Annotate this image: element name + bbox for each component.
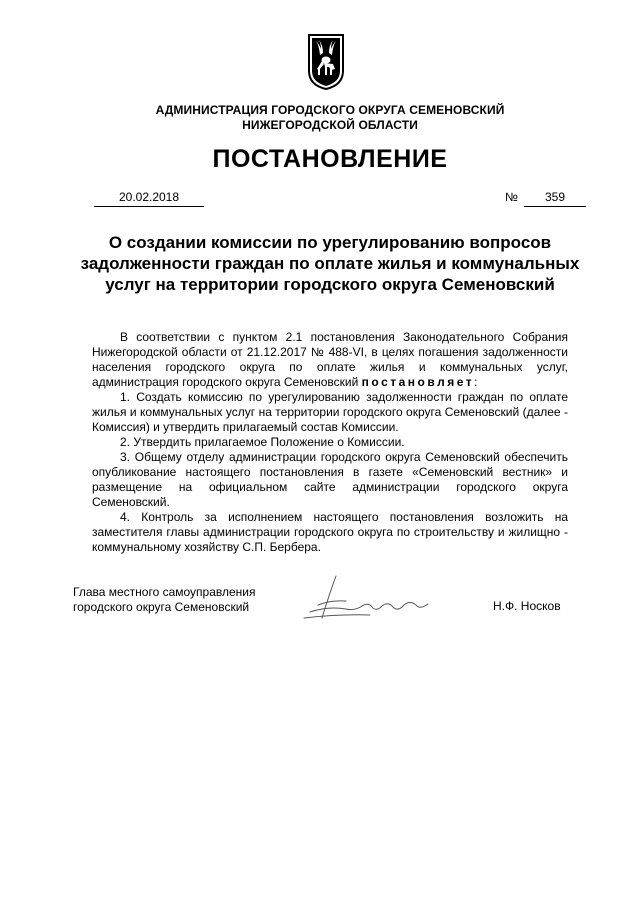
handwritten-signature [300, 572, 430, 628]
signatory-name: Н.Ф. Носков [493, 599, 561, 613]
item-3: 3. Общему отделу администрации городского округа Семеновский обеспечить опубликование настоящего постановления в газете «Семеновский вестник» и размещение на официальном сайте администрации городского округа Семеновский. [92, 450, 568, 509]
subject-line-3: услуг на территории городского округа Семеновский [105, 275, 555, 294]
signatory-position-line1: Глава местного самоуправления [73, 585, 256, 599]
document-number: 359 [524, 189, 586, 207]
preamble-paragraph [92, 330, 568, 390]
item-2: 2. Утвердить прилагаемое Положение о Комиссии. [120, 435, 405, 449]
document-type-title: ПОСТАНОВЛЕНИЕ [212, 145, 448, 173]
preamble-text: В соответствии с пунктом 2.1 постановления Законодательного Собрания Нижегородской области от 21.12.2017 № 488-VI, в целях погашения задолженности населения городского округа по оплате жилья и коммунальных услуг, администрация городского округа Семеновский [92, 330, 568, 389]
document-body [92, 330, 568, 555]
signatory-position [73, 585, 256, 615]
item-4: 4. Контроль за исполнением настоящего постановления возложить на заместителя главы администрации городского округа по строительству и жилищно - коммунальному хозяйству С.П. Бербера. [92, 510, 568, 554]
resolve-colon: : [474, 375, 478, 389]
document-date: 20.02.2018 [94, 189, 204, 207]
document-number-label: № [505, 190, 518, 204]
subject-line-2: задолженности граждан по оплате жилья и коммунальных [80, 254, 580, 273]
signatory-position-line2: городского округа Семеновский [73, 600, 250, 614]
subject-line-1: О создании комиссии по урегулированию вопросов [108, 233, 552, 252]
issuing-authority-line2: НИЖЕГОРОДСКОЙ ОБЛАСТИ [242, 118, 418, 132]
resolve-word: постановляет [361, 375, 475, 389]
coat-of-arms-icon [307, 33, 345, 91]
item-1: 1. Создать комиссию по урегулированию задолженности граждан по оплате жилья и коммунальных услуг на территории городского округа Семеновский (далее - Комиссия) и утвердить прилагаемый состав Комиссии. [92, 390, 568, 434]
issuing-authority-line1: АДМИНИСТРАЦИЯ ГОРОДСКОГО ОКРУГА СЕМЕНОВСКИЙ [155, 103, 505, 117]
